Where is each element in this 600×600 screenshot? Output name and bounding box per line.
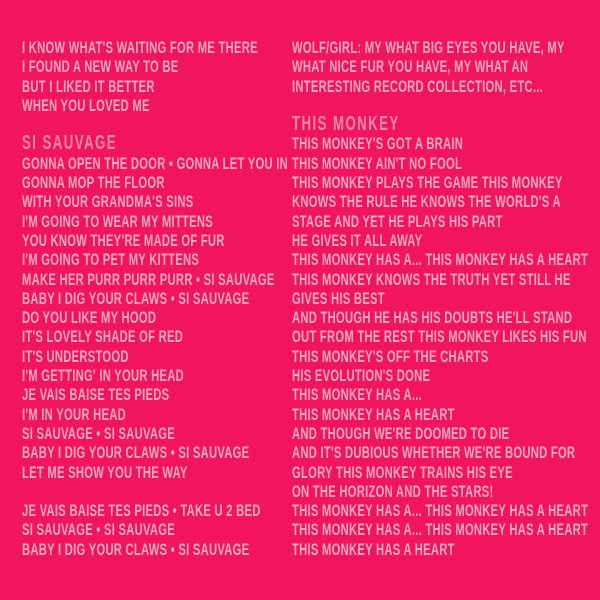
lyric-line: I'M GOING TO PET MY KITTENS <box>22 250 200 270</box>
lyric-line: GONNA MOP THE FLOOR <box>22 173 165 193</box>
lyric-line: ON THE HORIZON AND THE STARS! <box>292 481 494 501</box>
song-title: THIS MONKEY <box>292 113 400 136</box>
lyric-line: GLORY THIS MONKEY TRAINS HIS EYE <box>292 462 513 482</box>
lyric-line: WHEN YOU LOVED ME <box>22 95 150 115</box>
lyric-line: GIVES HIS BEST <box>292 288 385 308</box>
lyric-line: IT'S UNDERSTOOD <box>22 346 129 366</box>
song-title: SI SAUVAGE <box>22 132 117 155</box>
lyric-line: INTERESTING RECORD COLLECTION, ETC... <box>292 76 544 96</box>
lyric-line: I FOUND A NEW WAY TO BE <box>22 57 179 77</box>
lyric-line: BABY I DIG YOUR CLAWS • SI SAUVAGE <box>22 443 250 463</box>
lyric-line: THIS MONKEY PLAYS THE GAME THIS MONKEY <box>292 173 563 193</box>
lyric-line: IT'S LOVELY SHADE OF RED <box>22 327 184 347</box>
lyric-line: WOLF/GIRL: MY WHAT BIG EYES YOU HAVE, MY <box>292 38 565 57</box>
lyric-line: THIS MONKEY HAS A... THIS MONKEY HAS A HEART <box>292 520 589 540</box>
lyric-line: WITH YOUR GRANDMA'S SINS <box>22 192 194 212</box>
lyric-line: THIS MONKEY'S OFF THE CHARTS <box>292 346 489 366</box>
lyric-line: KNOWS THE RULE HE KNOWS THE WORLD'S A <box>292 192 561 212</box>
lyric-line: I'M GETTING' IN YOUR HEAD <box>22 366 184 386</box>
lyric-line: YOU KNOW THEY'RE MADE OF FUR <box>22 230 225 250</box>
lyric-line: MAKE HER PURR PURR PURR • SI SAUVAGE <box>22 269 275 289</box>
lyric-line: GONNA OPEN THE DOOR • GONNA LET YOU IN <box>22 153 289 173</box>
stanza <box>292 38 600 96</box>
lyric-line: OUT FROM THE REST THIS MONKEY LIKES HIS FUN <box>292 327 587 347</box>
lyric-line: I'M IN YOUR HEAD <box>22 404 126 424</box>
lyric-line: THIS MONKEY'S GOT A BRAIN <box>292 134 464 154</box>
lyric-line: JE VAIS BAISE TES PIEDS <box>22 385 170 405</box>
lyric-line: BABY I DIG YOUR CLAWS • SI SAUVAGE <box>22 539 250 559</box>
lyric-line: I'M GOING TO WEAR MY MITTENS <box>22 211 214 231</box>
lyric-line: THIS MONKEY AIN'T NO FOOL <box>292 153 463 173</box>
lyric-line: HE GIVES IT ALL AWAY <box>292 230 423 250</box>
lyric-line: WHAT NICE FUR YOU HAVE, MY WHAT AN <box>292 57 529 77</box>
stanza <box>292 115 600 559</box>
lyric-line: THIS MONKEY HAS A... THIS MONKEY HAS A HEART <box>292 250 589 270</box>
lyric-line: AND IT'S DUBIOUS WHETHER WE'RE BOUND FOR <box>292 443 576 463</box>
lyrics-column-right <box>292 38 600 559</box>
lyric-line: DO YOU LIKE MY HOOD <box>22 308 157 328</box>
lyric-line: SI SAUVAGE • SI SAUVAGE <box>22 520 175 540</box>
lyric-line: I KNOW WHAT'S WAITING FOR ME THERE <box>22 38 258 57</box>
lyric-line: AND THOUGH HE HAS HIS DOUBTS HE'LL STAND <box>292 308 573 328</box>
lyric-line: THIS MONKEY HAS A... <box>292 385 422 405</box>
lyric-line: LET ME SHOW YOU THE WAY <box>22 462 188 482</box>
lyric-line: STAGE AND YET HE PLAYS HIS PART <box>292 211 503 231</box>
lyric-line: BABY I DIG YOUR CLAWS • SI SAUVAGE <box>22 288 250 308</box>
lyric-line: BUT I LIKED IT BETTER <box>22 76 155 96</box>
lyric-line: THIS MONKEY HAS A HEART <box>292 539 455 559</box>
lyric-line: JE VAIS BAISE TES PIEDS • TAKE U 2 BED <box>22 501 261 521</box>
lyric-line: AND THOUGH WE'RE DOOMED TO DIE <box>292 423 510 443</box>
lyric-line: THIS MONKEY HAS A... THIS MONKEY HAS A HEART <box>292 501 589 521</box>
lyric-line: THIS MONKEY HAS A HEART <box>292 404 455 424</box>
lyric-line: HIS EVOLUTION'S DONE <box>292 366 431 386</box>
lyric-line: SI SAUVAGE • SI SAUVAGE <box>22 423 175 443</box>
lyric-line: THIS MONKEY KNOWS THE TRUTH YET STILL HE <box>292 269 571 289</box>
